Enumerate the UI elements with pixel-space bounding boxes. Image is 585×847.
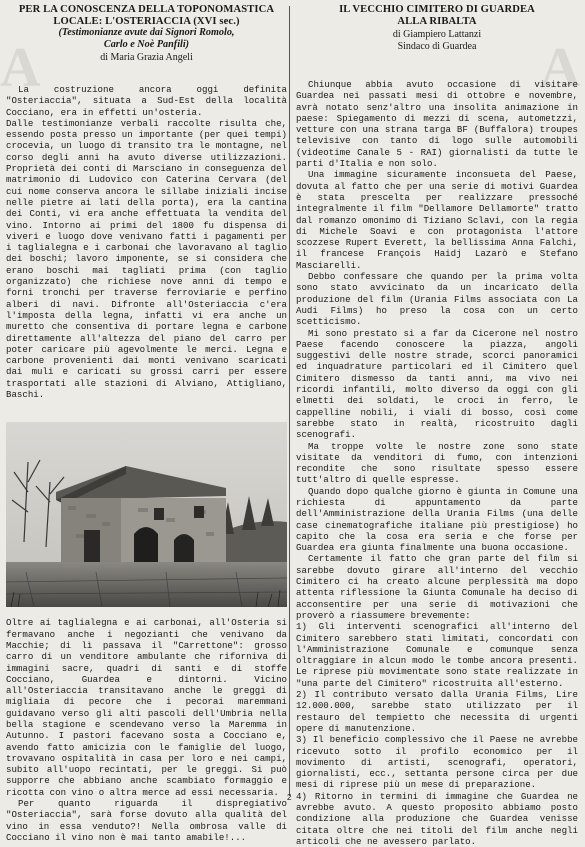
- right-paragraph: Debbo confessare che quando per la prima volta sono stato avvicinato da un incaricato della produzione del film (Urania Films associata con La Audi Films) ho preso la cosa con un certo scetticismo.: [296, 271, 578, 328]
- left-article-author: di Maria Grazia Angeli: [100, 52, 193, 63]
- right-article-author-role: Sindaco di Guardea: [397, 41, 477, 52]
- osteriaccia-photo: [6, 422, 287, 607]
- right-list-item: 3) Il beneficio complessivo che il Paese ne avrebbe ricevuto sotto il profilo economico per il movimento di artisti, scenografi, operatori, giornalisti, ecc., settanta persone circa per due mesi di riprese più un mese di preparazione.: [296, 734, 578, 791]
- right-article-title-line1: IL VECCHIO CIMITERO DI GUARDEA: [339, 4, 535, 15]
- left-paragraph: La costruzione ancora oggi definita "Osteriaccia", situata a Sud-Est della località Cocciano, era in effetti un'osteria.: [6, 84, 287, 118]
- right-paragraph: Chiunque abbia avuto occasione di visitare Guardea nei passati mesi di ottobre e novembre, avrà notato senz'altro una insolita animazione in paese: Spiegamento di mezzi di scena, autometzzi, vetture con una strana targa BF (Buffalora) troupes televisive con tanto di logo sulle automobili (videotime Canale 5 - RAI) giornalisti da tutte le parti d'Italia e non solo.: [296, 79, 578, 170]
- column-divider: [289, 6, 290, 796]
- right-paragraph: Quando dopo qualche giorno è giunta in Comune una richiesta di appuntamento da parte dell'Amministrazione della Urania Films (una delle case cinematografiche italiane più prestigiose) ho capito che la cosa era seria e che forse per Guardea era giunta finalmente una buona occasione.: [296, 485, 578, 554]
- right-article-title-line2: ALLA RIBALTA: [397, 15, 477, 27]
- right-paragraph: Certamente il fatto che gran parte del film si sarebbe dovuto girare all'interno del vecchio Cimitero ci ha creato alcune perplessità ma dopo attenta riflessione la Giunta Comunale ha deciso di acconsentire per una serie di motivazioni che proverò a riassumere brevemente:: [296, 553, 578, 621]
- left-article-subtitle-line1: (Testimonianze avute dai Signori Romolo,: [58, 27, 235, 38]
- left-article: [6, 4, 287, 843]
- faded-background-lettering: A: [0, 37, 41, 99]
- right-article-author: di Giampiero Lattanzi: [392, 29, 482, 40]
- right-article-body: [296, 79, 578, 847]
- faded-background-lettering: A: [540, 37, 581, 99]
- right-paragraph: Ma troppe volte le nostre zone sono state visitate da venditori di fumo, con intenzioni recondite che sono risultate spesso essere tutt'altro di quelle espresse.: [296, 440, 578, 486]
- left-paragraph: Oltre ai taglialegna e ai carbonai, all'Osteria si fermavano anche i negozianti che venivano da Macchie; di lì passava il "Carrettone": grosso carro di un venditore ambulante che riforniva di immagini sacre, quadri di santi e di stoffe Cocciano, Guardea e dintorni. Vicino all'Osteriaccia transitavano anche le greggi di migliaia di pecore che i pecorai maremmani guidavano verso gli alti pascoli dell'Umbria nella bella stagione e scendevano verso la Maremma in Autunno. I pastori facevano sosta a Cocciano e, avendo fatto amicizia con le famiglie del luogo, trovavano ospitalità in casa per loro e nei campi, subito all'uopo recintati, per le greggi. Si può supporre che abbiano anche scambiato formaggio e ricotta con vino o altra merce ad essi necessaria.: [6, 617, 287, 798]
- right-paragraph: Una immagine sicuramente inconsueta del Paese, dovuta al fatto che per una serie di motivi Guardea è stata prescelta per realizzare pressoché integralmente il film "Dellamore Dellamorte" tratto dal romanzo omonimo di Tiziano Sclavi, con la regia di Michele Soavi e con protagonista l'attore scozzese Rupert Everett, la bellissima Anna Falchi, il francese François Haidj Lazarò e Stefano Masciarelli.: [296, 169, 578, 271]
- left-article-title-line2: LOCALE: L'OSTERIACCIA (XVI sec.): [53, 15, 240, 27]
- right-list-item: 4) Ritorno in termini di immagine che Guardea ne avrebbe avuto. A questo proposito abbiamo posto condizione alla produzione che Guardea venisse citata oltre che nei titoli del film anche negli articoli che ne avessero parlato.: [296, 790, 578, 847]
- right-article: [296, 4, 581, 847]
- osteriaccia-building-image: [6, 422, 287, 607]
- left-article-title-line1: PER LA CONOSCENZA DELLA TOPONOMASTICA: [18, 4, 275, 15]
- page-number: 2: [287, 793, 292, 802]
- right-list-item: 2) Il contributo versato dalla Urania Films, Lire 12.000.000, sarebbe stato utilizzato per il restauro del tempietto che necessita di urgenti opere di manutenzione.: [296, 689, 578, 734]
- left-article-body-continued: [6, 617, 287, 843]
- right-paragraph: Mi sono prestato si a far da Cicerone nel nostro Paese facendo conoscere la piazza, angoli suggestivi delle nostre strade, scorci panoramici ed inquadrature particolari ed il Cimitero quel Cimitero dismesso da tanti anni, ma vivo nei ricordi infantili, molto diverso da oggi con gli elmetti dei soldati, le croci in ferro, le cappelline nobili, i viali di bosso, così come sarebbe stato in realtà, ricostruito dagli scenografi.: [296, 327, 578, 441]
- left-paragraph: Per quanto riguarda il dispregiativo "Osteriaccia", sarà forse dovuto alla qualità del vino in essa venduto?! Nella ombrosa valle di Cocciano il vino non è mai tanto amabile!...: [6, 798, 287, 843]
- left-article-body: [6, 84, 287, 400]
- left-paragraph: Dalle testimonianze verbali raccolte risulta che, essendo posta presso un importante (per quei tempi) crocevia, un luogo di transito tra le montagne, nel corso degli anni ha avuto diverse utilizzazioni. Proprietà dei conti di Marsciano in conseguenza del matrimonio di Ludovico con Caterina Cervara (del cui nome conserva ancora le sillabe iniziali incise nelle pietre ai lati della porta), era la cantina dei Conti, vi era anche effettuata la vendita del vino. Intorno ai primi del 1800 fu dispensa di viveri e luogo dove venivano fatti i pagamenti per i taglialegna e i carbonai che lavoravano al taglio dei boschi; lavoro imponente, se si considera che erano boschi mai tagliati prima (con taglio organizzato) che richiese nove anni di tempo e forni tronchi per traverse ferroviarie e perfino alberi di navi. Difronte all'Osteriaccia c'era l'imposta della legna, infatti vi era anche un muretto che consentiva di portare legna e carbone direttamente all'altezza del piano del carro per poter caricare più agevolmente le merci. Legna e carbone provenienti dai monti venivano scaricati dai muli e caricati su grossi carri per essere trasportati alle stazioni di Alviano, Attigliano, Baschi.: [6, 117, 287, 401]
- right-list-item: 1) Gli interventi scenografici all'interno del Cimitero sarebbero stati limitati, concordati con l'Amministrazione Comunale e comunque senza oltraggiare in alcun modo le tombe ancora presenti. Le riprese più movimentate sono state realizzate in "una parte del Cimitero" ricostruita all'esterno.: [296, 621, 578, 689]
- left-article-subtitle-line2: Carlo e Noè Panfili): [103, 38, 190, 50]
